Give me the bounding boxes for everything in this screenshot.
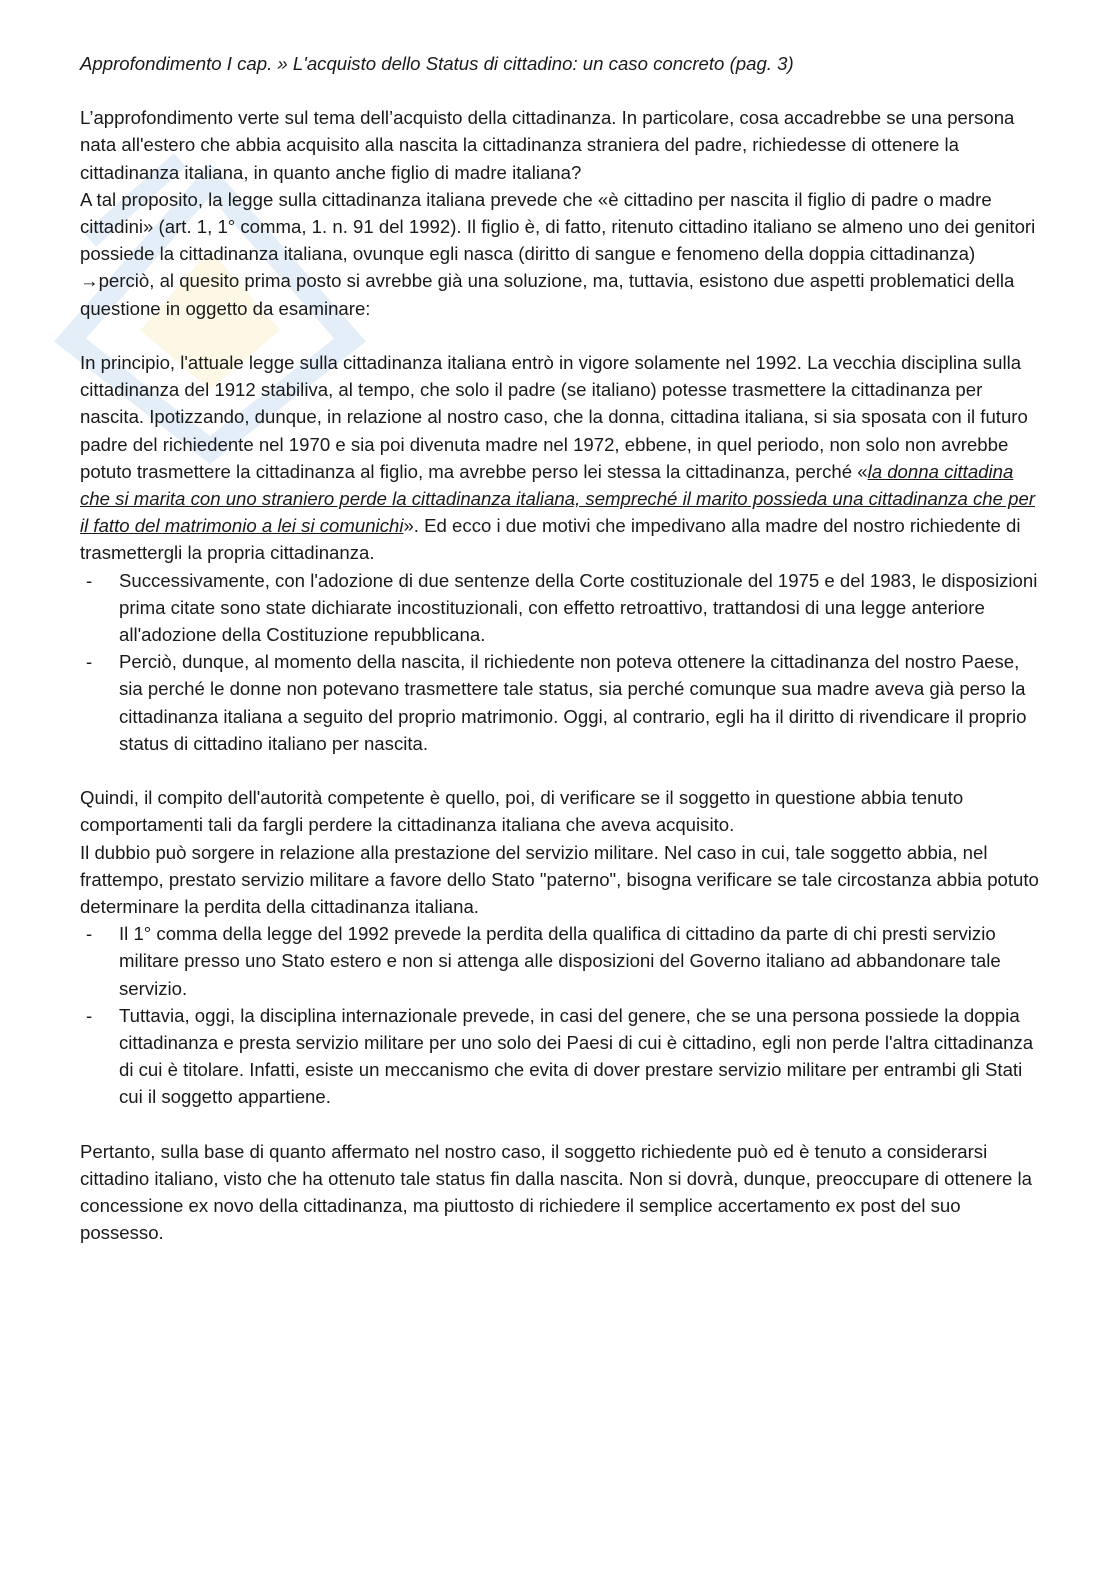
list-item: - Perciò, dunque, al momento della nascita, il richiedente non poteva ottenere la cittadinanza del nostro Paese, sia perché le donne non potevano trasmettere tale status, sia perché comunque sua madre aveva già perso la cittadinanza italiana a seguito del proprio matrimonio. Oggi, al contrario, egli ha il diritto di rivendicare il proprio status di cittadino italiano per nascita. xyxy=(80,648,1040,757)
paragraph-history-text: In principio, l'attuale legge sulla cittadinanza italiana entrò in vigore solamente nel 1992. La vecchia disciplina sulla cittadinanza del 1912 stabiliva, al tempo, che solo il padre (se italiano) potesse trasmettere la cittadinanza per nascita. Ipotizzando, dunque, in relazione al nostro caso, che la donna, cittadina italiana, si sia sposata con il futuro padre del richiedente nel 1970 e sia poi divenuta madre nel 1972, ebbene, in quel periodo, non solo non avrebbe potuto trasmettere la cittadinanza al figlio, ma avrebbe perso lei stessa la cittadinanza, perché « xyxy=(80,352,1028,482)
list-item: - Tuttavia, oggi, la disciplina internazionale prevede, in casi del genere, che se una persona possiede la doppia cittadinanza e presta servizio militare per uno solo dei Paesi di cui è cittadino, egli non perde l'altra cittadinanza di cui è titolare. Infatti, esiste un meccanismo che evita di dover prestare servizio militare per entrambi gli Stati cui il soggetto appartiene. xyxy=(80,1002,1040,1111)
list-item: - Successivamente, con l'adozione di due sentenze della Corte costituzionale del 1975 e del 1983, le disposizioni prima citate sono state dichiarate incostituzionali, con effetto retroattivo, trattandosi di una legge anteriore all'adozione della Costituzione repubblicana. xyxy=(80,567,1040,649)
document-page xyxy=(80,50,1040,1247)
paragraph-military: Il dubbio può sorgere in relazione alla prestazione del servizio militare. Nel caso in cui, tale soggetto abbia, nel frattempo, prestato servizio militare a favore dello Stato "paterno", bisogna verificare se tale circostanza abbia potuto determinare la perdita della cittadinanza italiana. xyxy=(80,841,1039,918)
paragraph-law: A tal proposito, la legge sulla cittadinanza italiana prevede che «è cittadino per nascita il figlio di padre o madre cittadini» (art. 1, 1° comma, 1. n. 91 del 1992). Il figlio è, di fatto, ritenuto cittadino italiano se almeno uno dei genitori possiede la cittadinanza italiana, ovunque egli nasca (diritto di sangue e fenomeno della doppia cittadinanza) →perciò, al quesito prima posto si avrebbe già una soluzione, ma, tuttavia, esistono due aspetti problematici della questione in oggetto da esaminare: xyxy=(80,188,1036,319)
paragraph-authority: Quindi, il compito dell'autorità competente è quello, poi, di verificare se il soggetto in questione abbia tenuto comportamenti tali da fargli perdere la cittadinanza italiana che aveva acquisito. xyxy=(80,787,964,836)
paragraph-intro: L’approfondimento verte sul tema dell’acquisto della cittadinanza. In particolare, cosa accadrebbe se una persona nata all'estero che abbia acquisito alla nascita la cittadinanza straniera del padre, richiedesse di ottenere la cittadinanza italiana, in quanto anche figlio di madre italiana? xyxy=(80,107,1015,183)
law-quote: la donna cittadina che si marita con uno straniero perde la cittadinanza italiana, sempreché il marito possieda una cittadinanza che per il fatto del matrimonio a lei si comunichi xyxy=(80,460,1036,537)
list-item: - Il 1° comma della legge del 1992 prevede la perdita della qualifica di cittadino da parte di chi presti servizio militare presso uno Stato estero e non si attenga alle disposizioni del Governo italiano ad abbandonare tale servizio. xyxy=(80,920,1040,1002)
paragraph-conclusion: Pertanto, sulla base di quanto affermato nel nostro caso, il soggetto richiedente può ed è tenuto a considerarsi cittadino italiano, visto che ha ottenuto tale status fin dalla nascita. Non si dovrà, dunque, preoccupare di ottenere la concessione ex novo della cittadinanza, ma piuttosto di richiedere il semplice accertamento ex post del suo possesso. xyxy=(80,1140,1032,1244)
paragraph-history xyxy=(80,349,1040,567)
bullet-list-2 xyxy=(80,920,1040,1110)
bullet-list-1 xyxy=(80,567,1040,757)
document-title: Approfondimento I cap. » L'acquisto dello Status di cittadino: un caso concreto (pag. 3) xyxy=(80,53,794,74)
paragraph-history-end: ». Ed ecco i due motivi che impedivano alla madre del nostro richiedente di trasmettergli la propria cittadinanza. xyxy=(80,515,1021,564)
